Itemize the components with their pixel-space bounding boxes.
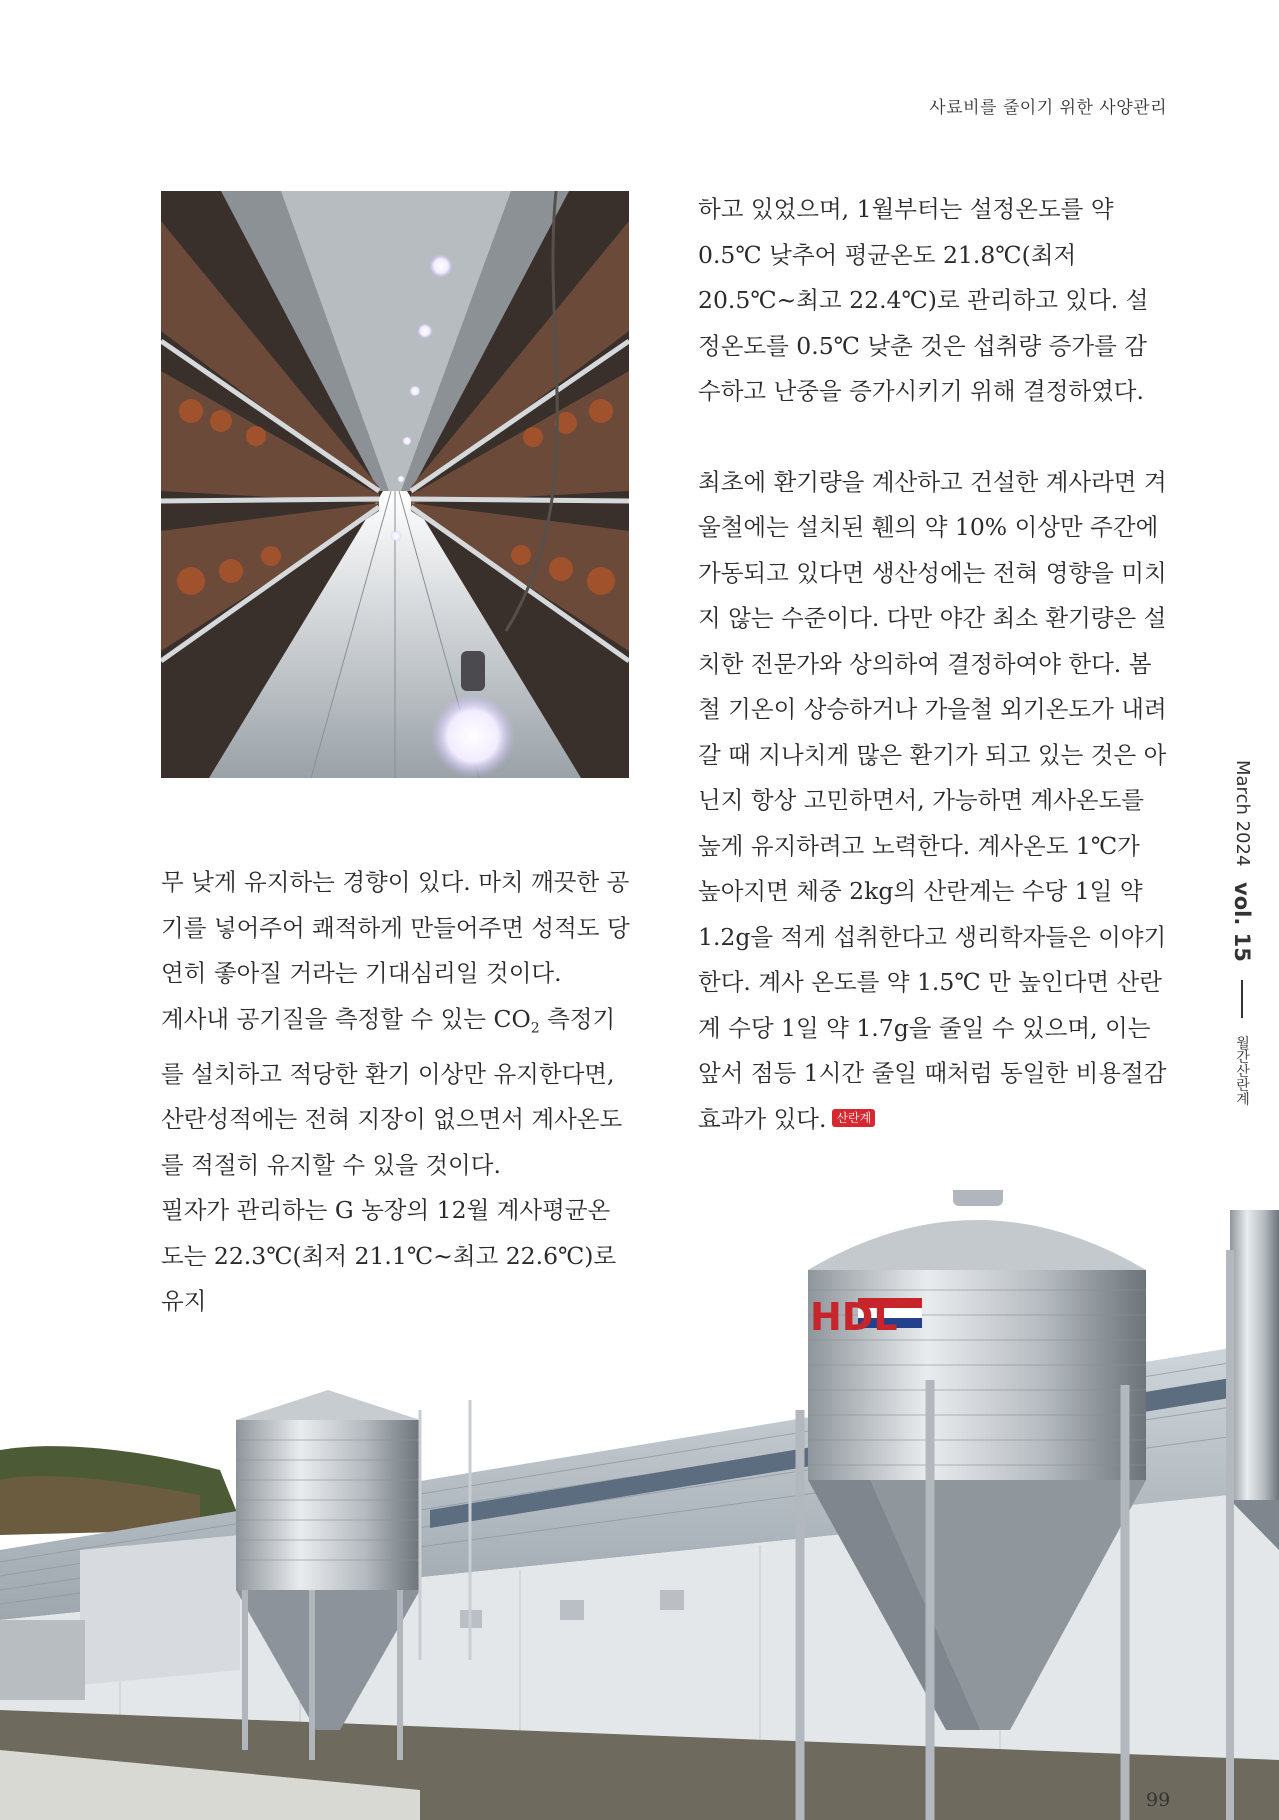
- right-paragraph-2-text: 최초에 환기량을 계산하고 건설한 계사라면 겨울철에는 설치된 휀의 약 10% 이상만 주간에 가동되고 있다면 생산성에는 전혀 영향을 미치지 않는 수준이다. 다만 야간 최소 환기량은 설치한 전문가와 상의하여 결정하여야 한다. 봄철 기온이 상승하거나 가을철 외기온도가 내려갈 때 지나치게 많은 환기가 되고 있는 것은 아닌지 항상 고민하면서, 가능하면 계사온도를 높게 유지하려고 노력한다. 계사온도 1℃가 높아지면 체중 2kg의 산란계는 수당 1일 약 1.2g을 적게 섭취한다고 생리학자들은 이야기한다. 계사 온도를 약 1.5℃ 만 높인다면 산란계 수당 1일 약 1.7g을 줄일 수 있으며, 이는 앞서 점등 1시간 줄일 때처럼 동일한 비용절감 효과가 있다.: [698, 467, 1167, 1133]
- right-text-column: [698, 187, 1168, 1142]
- right-paragraph-1: 하고 있었으며, 1월부터는 설정온도를 약 0.5℃ 낮추어 평균온도 21.8℃(최저 20.5℃~최고 22.4℃)로 관리하고 있다. 설정온도를 0.5℃ 낮춘 것은 섭취량 증가를 감수하고 난중을 증가시키기 위해 결정하였다.: [698, 195, 1149, 405]
- silo-logo-text: HDL: [810, 1295, 898, 1339]
- feed-silo-photo: [0, 1190, 1279, 1820]
- left-paragraph-1: 무 낮게 유지하는 경향이 있다. 마치 깨끗한 공기를 넣어주어 쾌적하게 만들어주면 성적도 당연히 좋아질 거라는 기대심리일 것이다.: [161, 868, 630, 987]
- co2-subscript: 2: [530, 1020, 540, 1037]
- left-paragraph-2-text-a: 계사내 공기질을 측정할 수 있는 CO: [161, 1004, 531, 1033]
- feed-silo-illustration: [0, 1190, 1279, 1820]
- issue-date: March 2024: [1232, 760, 1253, 867]
- paragraph-gap: [698, 415, 1168, 460]
- cage-house-interior-photo: [161, 191, 629, 778]
- right-paragraph-2: [698, 460, 1168, 1143]
- left-paragraph-3: 필자가 관리하는 G 농장의 12월 계사평균온도는 22.3℃(최저 21.1℃~최고 22.6℃)로 유지: [161, 1196, 617, 1316]
- side-issue-label: [1230, 760, 1254, 1105]
- left-paragraph-2: [161, 997, 631, 1189]
- end-mark-badge: 산란계: [832, 1109, 875, 1127]
- magazine-name: 월간산란계: [1234, 1035, 1250, 1106]
- volume-number: vol. 15: [1230, 882, 1254, 962]
- page-number: 99: [1146, 1789, 1171, 1811]
- side-divider: [1241, 980, 1243, 1018]
- cage-house-illustration: [161, 191, 629, 778]
- left-paragraph-2-text-b: 측정기를 설치하고 적당한 환기 이상만 유지한다면, 산란성적에는 전혀 지장이 없으면서 계사온도를 적절히 유지할 수 있을 것이다.: [161, 1004, 623, 1179]
- running-title: 사료비를 줄이기 위한 사양관리: [929, 98, 1167, 118]
